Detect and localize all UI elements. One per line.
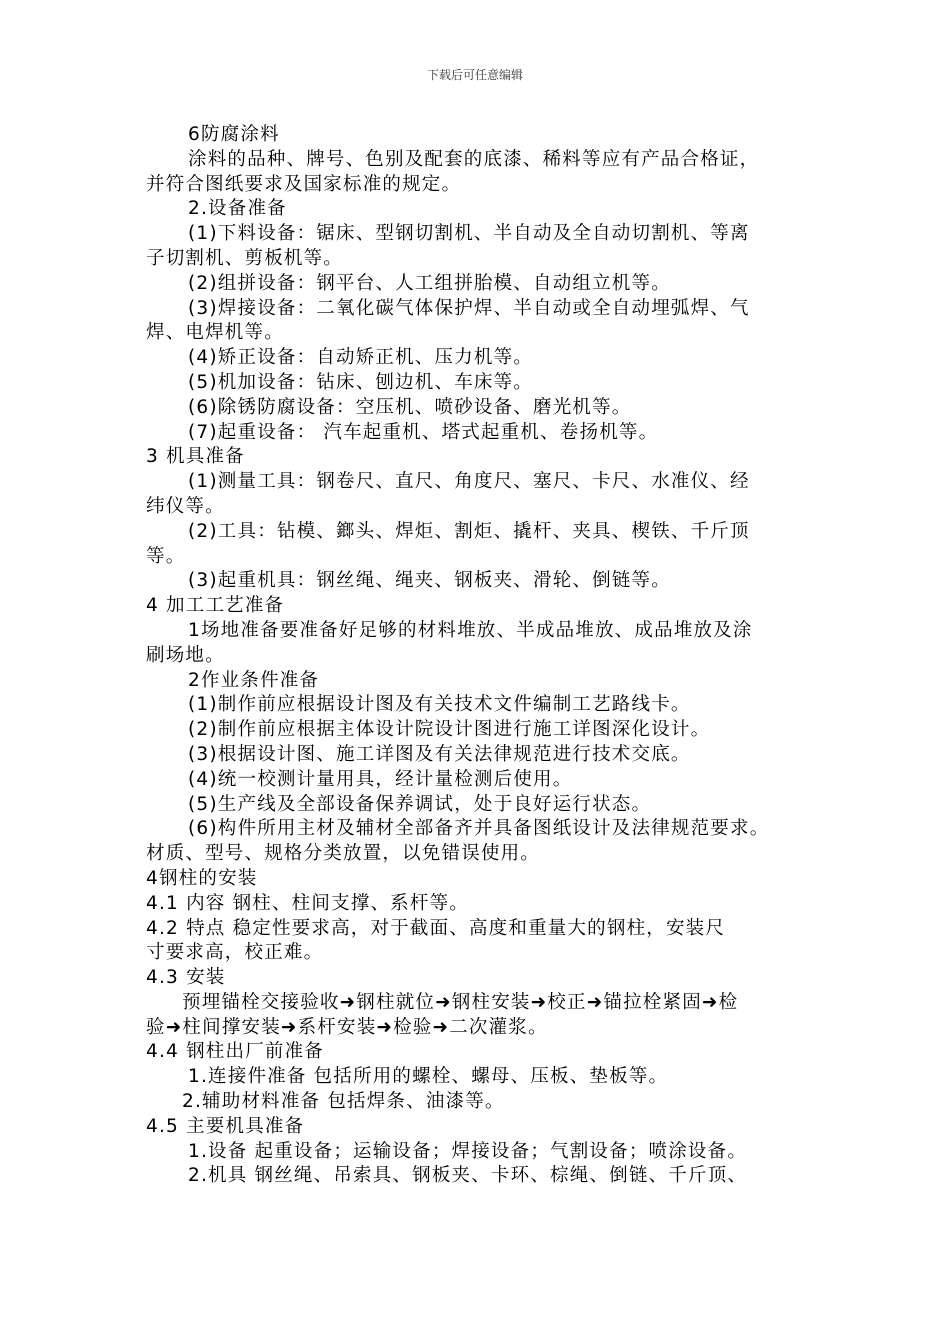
text-line: 4.4 钢柱出厂前准备 xyxy=(146,1041,325,1063)
text-line: 1.连接件准备 包括所用的螺栓、螺母、压板、垫板等。 xyxy=(188,1066,669,1088)
text-line: (2)制作前应根据主体设计院设计图进行施工详图深化设计。 xyxy=(188,719,711,741)
text-line: 寸要求高，校正难。 xyxy=(146,942,324,964)
text-line: 涂料的品种、牌号、色别及配套的底漆、稀料等应有产品合格证， xyxy=(188,148,760,170)
document-body xyxy=(146,123,856,1189)
text-line: 2.设备准备 xyxy=(188,198,287,220)
text-line: 2.辅助材料准备 包括焊条、油漆等。 xyxy=(182,1091,505,1113)
text-line: (5)机加设备：钻床、刨边机、车床等。 xyxy=(188,371,534,393)
text-line: (3)焊接设备：二氧化碳气体保护焊、半自动或全自动埋弧焊、气 xyxy=(188,297,750,319)
text-line: (1)制作前应根据设计图及有关技术文件编制工艺路线卡。 xyxy=(188,694,691,716)
text-line: 子切割机、剪板机等。 xyxy=(146,247,344,269)
text-line: 4钢柱的安装 xyxy=(146,867,258,889)
text-line: (2)组拼设备：钢平台、人工组拼胎模、自动组立机等。 xyxy=(188,272,671,294)
text-line: (1)下料设备：锯床、型钢切割机、半自动及全自动切割机、等离 xyxy=(188,223,750,245)
text-line: (1)测量工具：钢卷尺、直尺、角度尺、塞尺、卡尺、水准仪、经 xyxy=(188,471,750,493)
text-line: 2.机具 钢丝绳、吊索具、钢板夹、卡环、棕绳、倒链、千斤顶、 xyxy=(188,1165,748,1187)
text-line: 纬仪等。 xyxy=(146,495,225,517)
text-line: 焊、电焊机等。 xyxy=(146,322,284,344)
text-line: (2)工具：钻模、鎯头、焊炬、割炬、撬杆、夹具、楔铁、千斤顶 xyxy=(188,520,750,542)
text-line: (6)构件所用主材及辅材全部备齐并具备图纸设计及法律规范要求。 xyxy=(188,818,770,840)
text-line: 4.2 特点 稳定性要求高，对于截面、高度和重量大的钢柱，安装尺 xyxy=(146,917,726,939)
text-line: (5)生产线及全部设备保养调试，处于良好运行状态。 xyxy=(188,793,652,815)
text-line: 等。 xyxy=(146,545,186,567)
text-line: (4)统一校测计量用具，经计量检测后使用。 xyxy=(188,768,573,790)
text-line: 4.5 主要机具准备 xyxy=(146,1115,305,1137)
text-line: 6防腐涂料 xyxy=(188,124,280,145)
text-line: 4 加工工艺准备 xyxy=(146,595,285,617)
text-line: (7)起重设备： 汽车起重机、塔式起重机、卷扬机等。 xyxy=(188,421,659,443)
text-line: 2作业条件准备 xyxy=(188,669,320,691)
text-line: 3 机具准备 xyxy=(146,446,245,468)
text-line: 刷场地。 xyxy=(146,644,225,666)
text-line: (4)矫正设备：自动矫正机、压力机等。 xyxy=(188,347,534,369)
text-line: 并符合图纸要求及国家标准的规定。 xyxy=(146,173,462,195)
text-line: (3)根据设计图、施工详图及有关法律规范进行技术交底。 xyxy=(188,743,691,765)
text-line: 预埋锚栓交接验收➜钢柱就位➜钢柱安装➜校正➜锚拉栓紧固➜检 xyxy=(182,991,739,1013)
text-line: 1.设备 起重设备；运输设备；焊接设备；气割设备；喷涂设备。 xyxy=(188,1140,748,1162)
text-line: 4.3 安装 xyxy=(146,967,226,989)
text-line: 验➜柱间撑安装➜系杆安装➜检验➜二次灌浆。 xyxy=(146,1016,548,1038)
text-line: (3)起重机具：钢丝绳、绳夹、钢板夹、滑轮、倒链等。 xyxy=(188,570,671,592)
text-line: 4.1 内容 钢柱、柱间支撑、系杆等。 xyxy=(146,892,469,914)
text-line: 材质、型号、规格分类放置，以免错误使用。 xyxy=(146,843,541,865)
text-line: 1场地准备要准备好足够的材料堆放、半成品堆放、成品堆放及涂 xyxy=(188,619,753,641)
page-header: 下载后可任意编辑 xyxy=(426,68,523,82)
text-line: (6)除锈防腐设备：空压机、喷砂设备、磨光机等。 xyxy=(188,396,632,418)
